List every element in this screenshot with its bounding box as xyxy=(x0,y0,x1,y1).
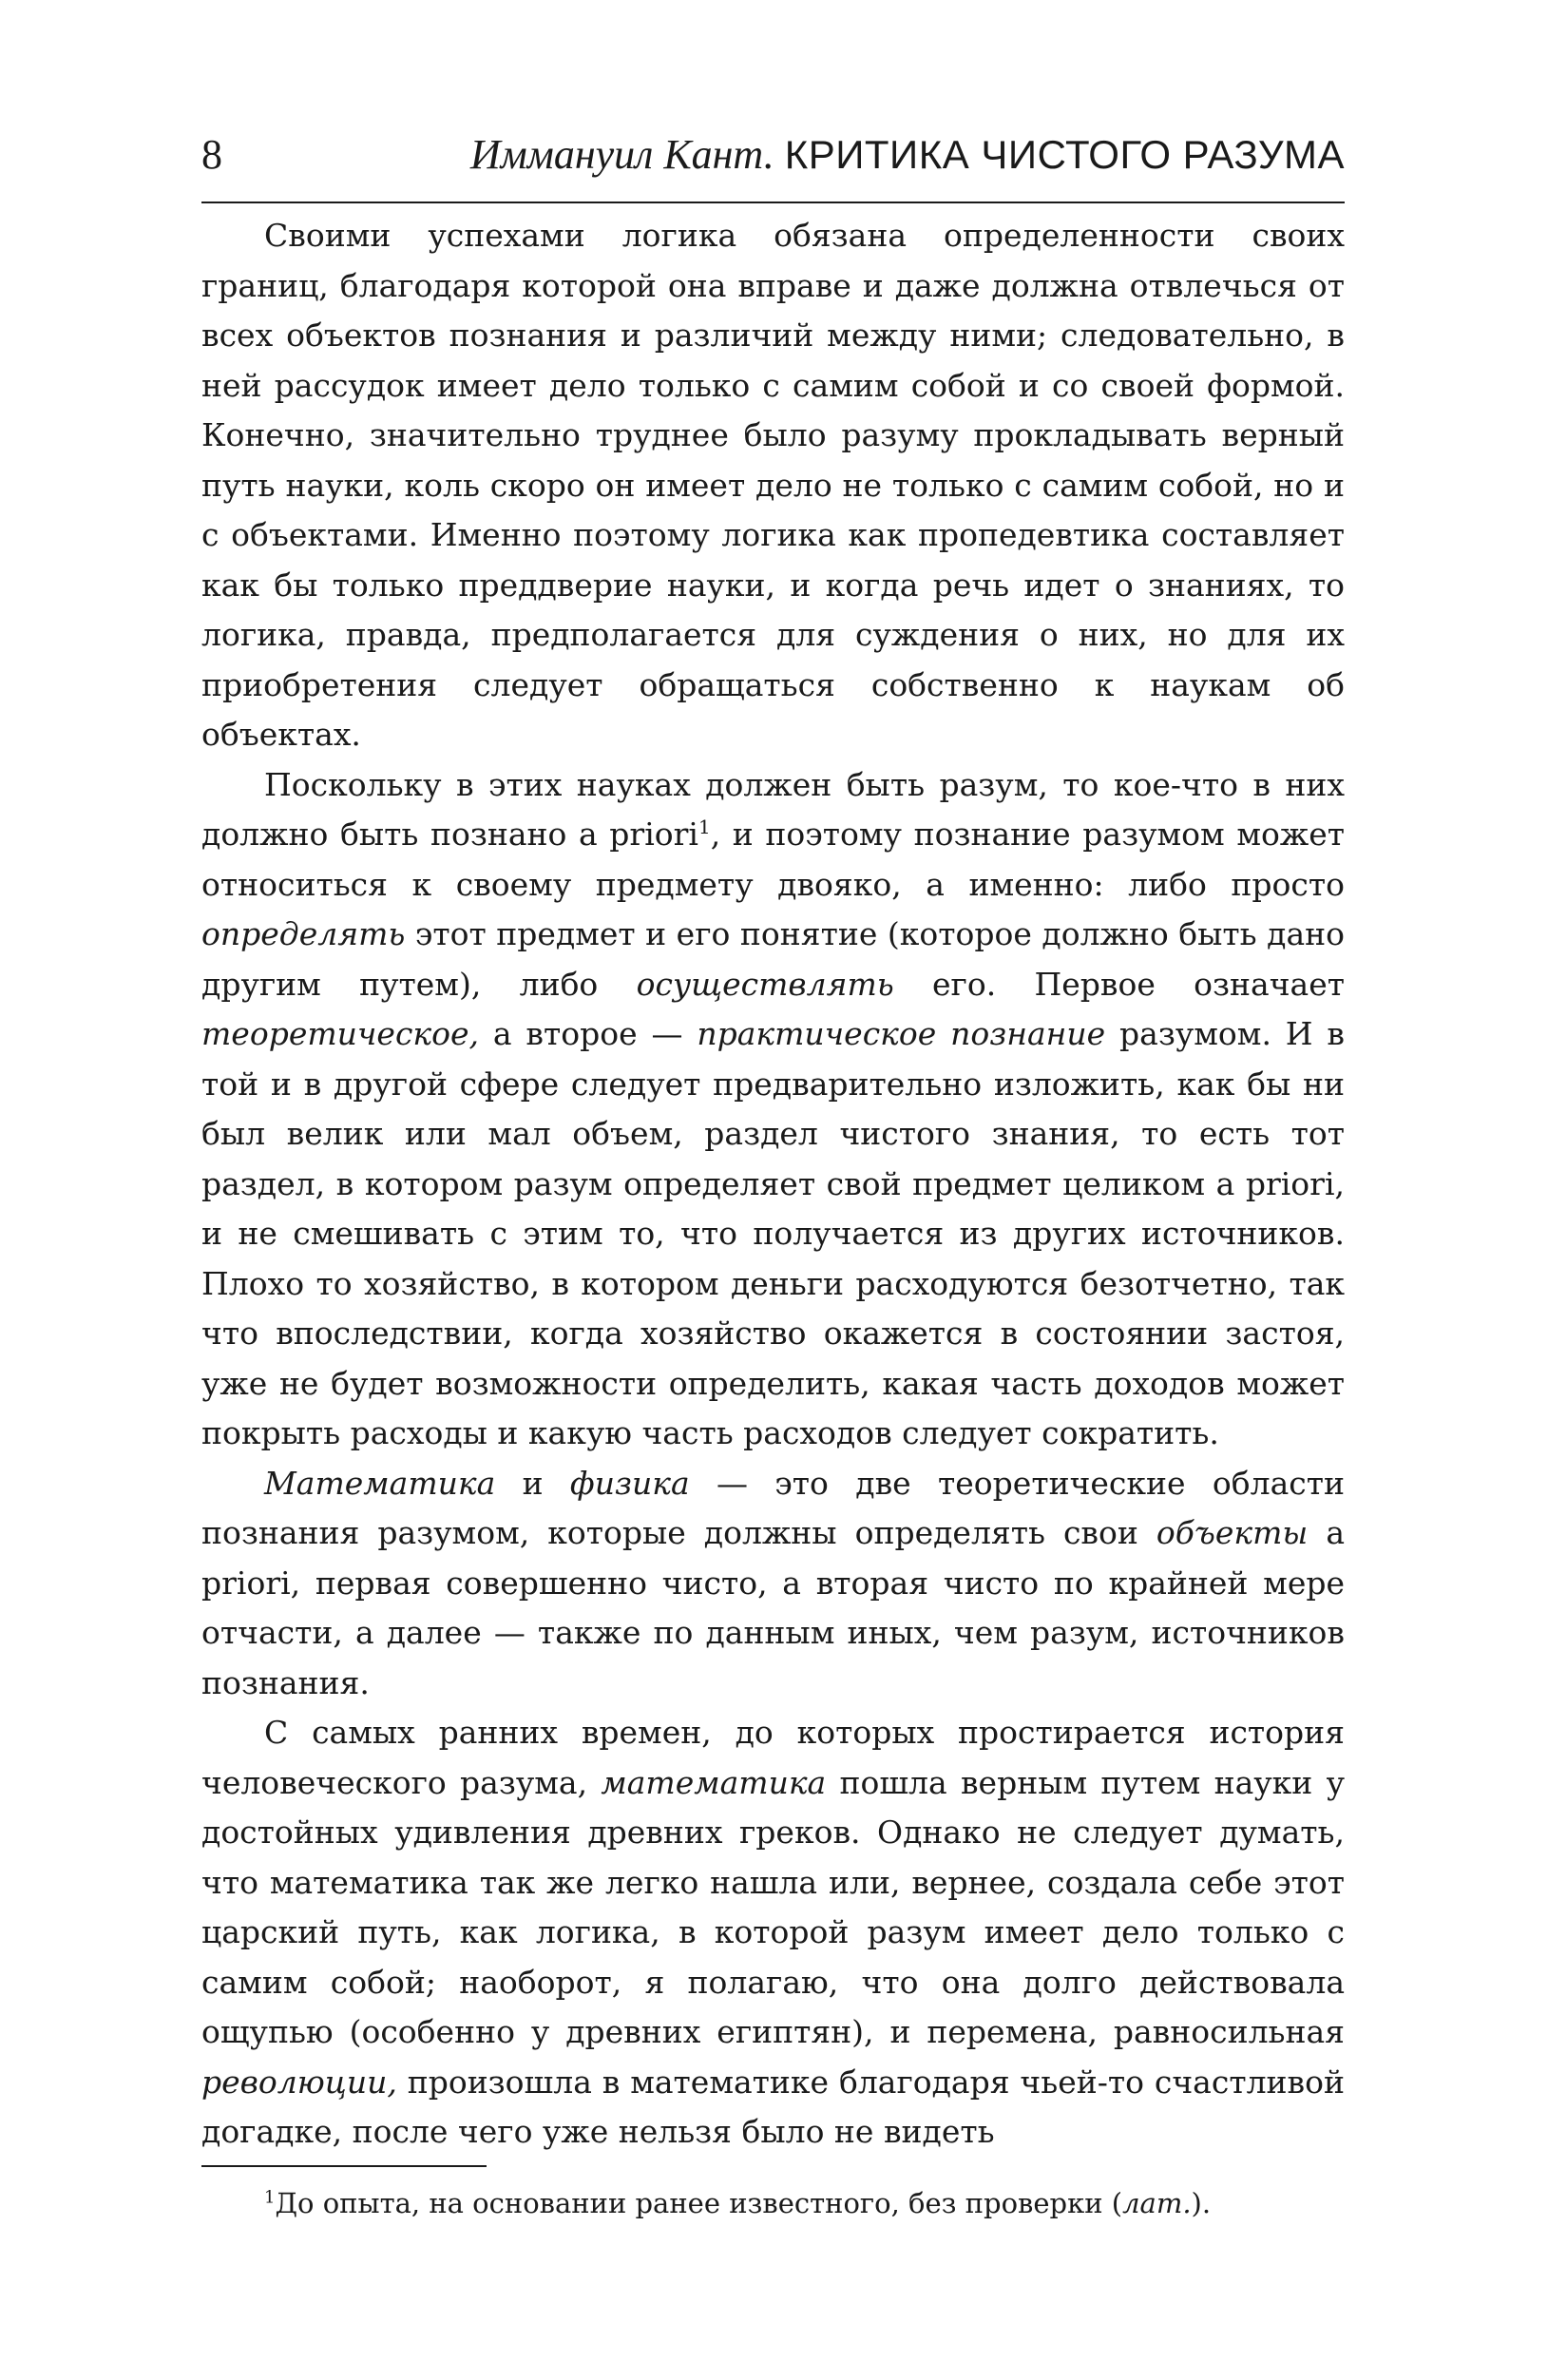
text-run: этот предмет и его понятие (которое должно быть дано другим путем), либо xyxy=(201,915,1345,1003)
author-name: Иммануил Кант. xyxy=(469,131,774,178)
footnote xyxy=(264,2182,1345,2224)
text-run: и xyxy=(495,1464,570,1502)
text-run: а второе — xyxy=(479,1015,698,1052)
text-run: Своими успехами логика обязана определенности своих границ, благодаря которой она вправе и даже должна отвлечься от всех объектов познания и различий между ними; следовательно, в ней рассудок имеет дело только с самим собой и со своей формой. Конечно, значительно труднее было разуму прокладывать верный путь науки, коль скоро он имеет дело не только с самим собой, но и с объектами. Именно поэтому логика как пропедевтика составляет как бы только преддверие науки, и когда речь идет о знаниях, то логика, правда, предполагается для суждения о них, но для их приобретения следует обращаться собственно к наукам об объектах. xyxy=(201,217,1345,753)
header-rule xyxy=(201,202,1345,203)
emphasis-text: математика xyxy=(601,1763,827,1801)
page-number: 8 xyxy=(201,131,222,178)
emphasis-text: физика xyxy=(569,1464,690,1502)
running-title xyxy=(470,122,1345,188)
emphasis-text: объекты xyxy=(1156,1514,1309,1551)
text-run: a priori, первая совершенно чисто, а вторая чисто по крайней мере отчасти, а далее — также по данным иных, чем разум, источников познания. xyxy=(201,1514,1345,1701)
emphasis-text: теоретическое, xyxy=(201,1015,480,1052)
emphasis-text: определять xyxy=(201,915,406,952)
text-run: пошла верным путем науки у достойных удивления древних греков. Однако не следует думать, что математика так же легко нашла или, вернее, создала себе этот царский путь, как логика, в которой разум имеет дело только с самим собой; наоборот, я полагаю, что она долго действовала ощупью (особенно у древних египтян), и перемена, равносильная xyxy=(201,1763,1345,2050)
text-run: Поскольку в этих науках должен быть разум, то кое-что в них должно быть познано a priori xyxy=(201,765,1345,853)
text-run: разумом. И в той и в другой сфере следует предварительно изложить, как бы ни был велик или мал объем, раздел чистого знания, то есть тот раздел, в котором разум определяет свой предмет целиком a priori, и не смешивать с этим то, что получается из других источников. Плохо то хозяйство, в котором деньги расходуются безотчетно, так что впоследствии, когда хозяйство окажется в состоянии застоя, уже не будет возможности определить, какая часть доходов может покрыть расходы и какую часть расходов следует сократить. xyxy=(201,1015,1345,1451)
text-run: ). xyxy=(1191,2187,1212,2219)
emphasis-text: Математика xyxy=(264,1464,496,1502)
footnote-mark: 1 xyxy=(264,2187,276,2208)
paragraph xyxy=(201,211,1345,760)
paragraph xyxy=(201,1708,1345,2158)
running-head xyxy=(201,122,1345,188)
book-title: КРИТИКА ЧИСТОГО РАЗУМА xyxy=(784,132,1345,177)
text-run: произошла в математике благодаря чьей-то счастливой догадке, после чего уже нельзя было не видеть xyxy=(201,2063,1345,2150)
text-run: До опыта, на основании ранее известного, без проверки ( xyxy=(275,2187,1123,2219)
main-text xyxy=(201,211,1345,2158)
emphasis-text: революции, xyxy=(201,2063,397,2101)
emphasis-text: лат. xyxy=(1122,2187,1192,2219)
text-run: его. Первое означает xyxy=(893,965,1345,1003)
text-run: С самых ранних времен, до которых простирается история человеческого разума, xyxy=(201,1714,1345,1801)
emphasis-text: практическое познание xyxy=(697,1015,1106,1052)
paragraph xyxy=(201,1459,1345,1709)
footnote-rule xyxy=(201,2165,487,2167)
text-run: — это две теоретические области познания разумом, которые должны определять свои xyxy=(201,1464,1345,1551)
paragraph xyxy=(201,760,1345,1459)
footnote-reference: 1 xyxy=(698,816,711,838)
emphasis-text: осуществлять xyxy=(636,965,894,1003)
text-run: , и поэтому познание разумом может относиться к своему предмету двояко, а именно: либо просто xyxy=(201,816,1345,903)
